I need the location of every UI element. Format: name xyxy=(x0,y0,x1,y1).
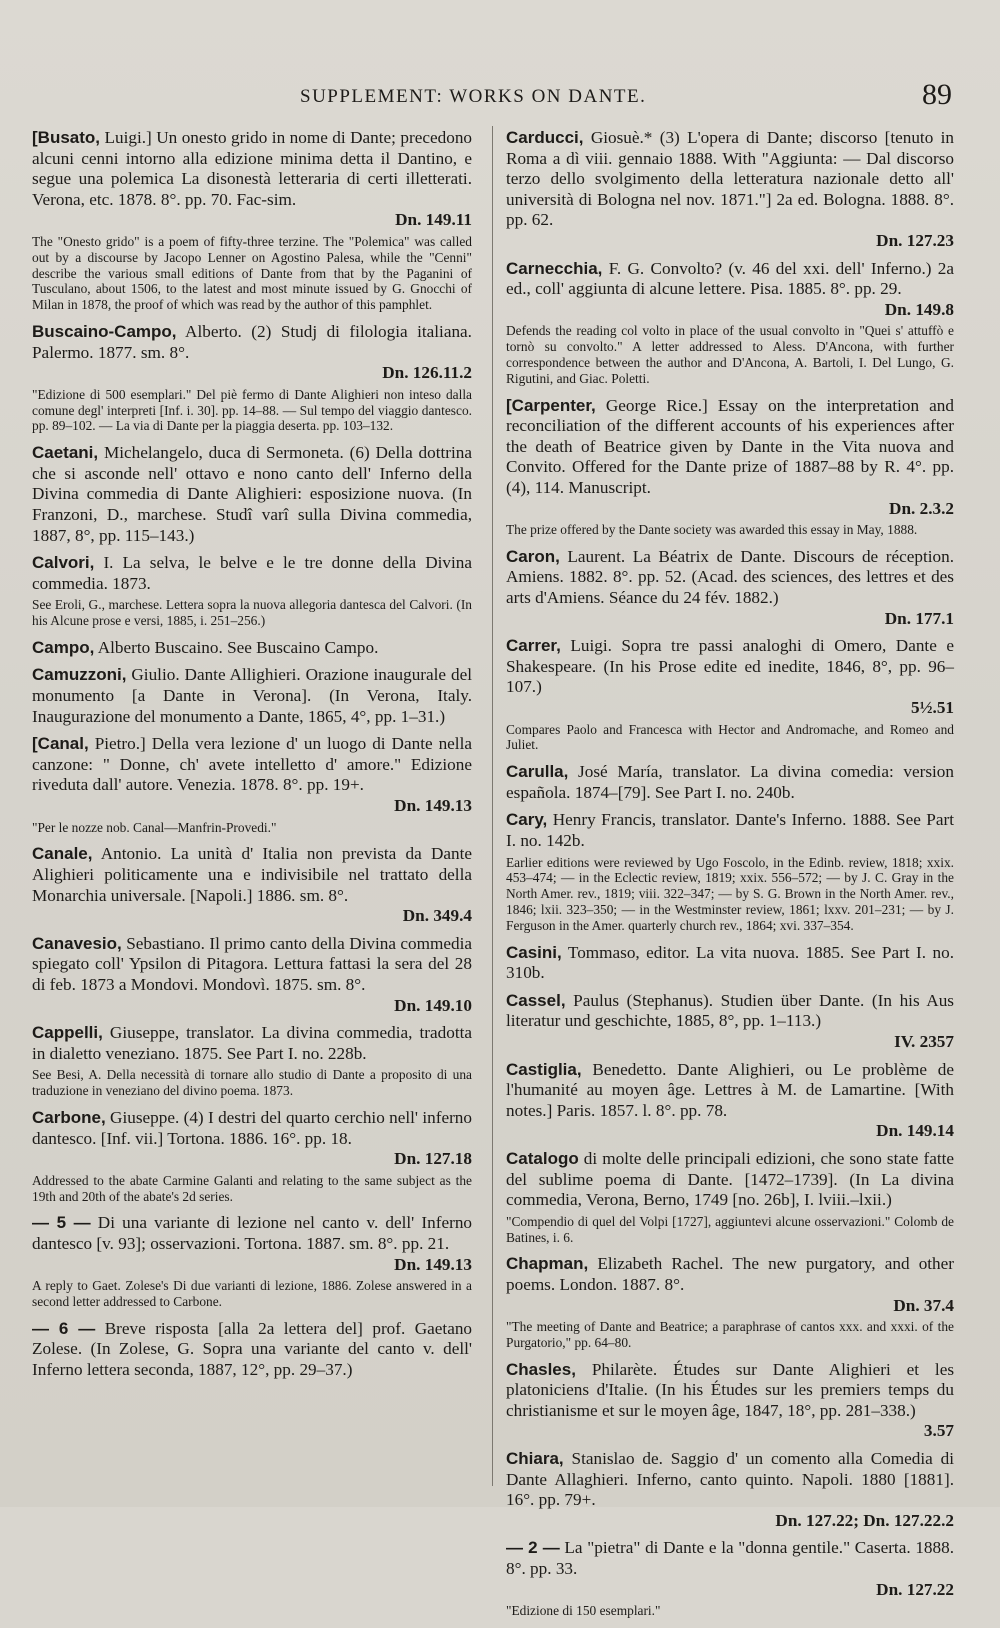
entry-note: See Besi, A. Della necessità di tornare allo studio di Dante a proposito di una traduzione in veneziano del divino poema. 1873. xyxy=(32,1067,472,1099)
entry-body xyxy=(32,734,472,816)
entry-text: Antonio. La unità d' Italia non prevista da Dante Alighieri politicamente una e indivisibile nel trattato della Monarchia universale. [Napoli.] 1886. sm. 8°. xyxy=(32,844,472,905)
bibliography-entry xyxy=(32,1108,472,1204)
entry-heading: Cappelli, xyxy=(32,1023,103,1043)
entry-body xyxy=(506,636,954,718)
entry-text: José María, translator. La divina comedia: version española. 1874–[79]. See Part I. no. 240b. xyxy=(506,762,954,802)
bibliography-entry xyxy=(506,636,954,753)
entry-heading: Chiara, xyxy=(506,1449,564,1469)
bibliography-entry xyxy=(506,1538,954,1619)
entry-text: Pietro.] Della vera lezione d' un luogo di Dante nella canzone: " Donne, ch' avete intelletto d' amore." Edizione riveduta dall' autore. Venezia. 1878. 8°. pp. 19+. xyxy=(32,734,472,795)
entry-text: I. La selva, le belve e le tre donne della Divina commedia. 1873. xyxy=(32,553,473,593)
entry-body xyxy=(506,991,954,1053)
bibliography-entry xyxy=(506,1360,954,1442)
bibliography-entry xyxy=(32,1023,472,1099)
entry-text: Tommaso, editor. La vita nuova. 1885. See Part I. no. 310b. xyxy=(506,942,954,983)
bibliography-entry xyxy=(32,934,472,1016)
entry-body xyxy=(32,844,472,926)
bibliography-entry xyxy=(32,322,472,434)
entry-heading: Chapman, xyxy=(506,1254,589,1274)
shelf-mark: Dn. 127.23 xyxy=(876,230,954,250)
bibliography-entry xyxy=(506,128,954,252)
entry-note: Earlier editions were reviewed by Ugo Foscolo, in the Edinb. review, 1818; xxix. 453–474; — in the Eclectic review, 1819; xxix. 556–572; — by J. C. Gray in the North Amer. rev., 1819; viii. 322–347; — by S. G. Brown in the North Amer. rev., 1846; lxii. 323–350; — in the Westminster review, 1861; lxxv. 201–231; — by J. Ferguson in the Amer. quarterly church rev., 1864; xvi. 337–354. xyxy=(506,854,954,933)
entry-text: Elizabeth Rachel. The new purgatory, and other poems. London. 1887. 8°. xyxy=(506,1254,955,1294)
entry-body xyxy=(32,128,472,231)
bibliography-entry xyxy=(32,128,472,313)
bibliography-entry xyxy=(506,1060,954,1142)
column-divider xyxy=(492,126,493,1486)
bibliography-entry xyxy=(506,547,954,629)
bibliography-entry xyxy=(32,1213,472,1309)
entry-heading: Calvori, xyxy=(32,553,95,573)
entry-text: Breve risposta [alla 2a lettera del] prof. Gaetano Zolese. (In Zolese, G. Sopra una variante del canto v. dell' Inferno lettera seconda, 1887, 12°, pp. 29–37.) xyxy=(32,1318,473,1379)
bibliography-entry xyxy=(506,943,954,984)
entry-note: Addressed to the abate Carmine Galanti and relating to the same subject as the 19th and 20th of the abate's 2d series. xyxy=(32,1172,472,1204)
shelf-mark: Dn. 349.4 xyxy=(402,906,472,926)
bibliography-entry xyxy=(32,443,472,546)
entry-body xyxy=(32,934,472,1016)
entry-text: Paulus (Stephanus). Studien über Dante. (In his Aus literatur und geschichte, 1885, 8°, pp. 1–113.) xyxy=(506,990,954,1031)
shelf-mark: Dn. 127.18 xyxy=(394,1149,472,1169)
entry-heading: — 2 — xyxy=(506,1538,560,1558)
entry-heading: Carnecchia, xyxy=(506,258,603,278)
entry-heading: Casini, xyxy=(506,942,562,962)
bibliography-entry xyxy=(506,1149,954,1245)
entry-heading: [Canal, xyxy=(32,734,89,754)
entry-text: F. G. Convolto? (v. 46 del xxi. dell' Inferno.) 2a ed., coll' aggiunta di alcune lettere. Pisa. 1885. 8°. pp. 29. xyxy=(506,258,955,299)
entry-note: "Compendio di quel del Volpi [1727], aggiuntevi alcune osservazioni." Colomb de Batines, i. 6. xyxy=(506,1213,954,1245)
bibliography-entry xyxy=(506,1449,954,1531)
entry-body xyxy=(506,943,954,984)
entry-note: "Edizione di 500 esemplari." Del piè fermo di Dante Alighieri non inteso dalla comune degl' interpreti [Inf. i. 30]. pp. 14–88. — Sul tempo del viaggio dantesco. pp. 89–102. — La via di Dante per la piaggia deserta. pp. 103–132. xyxy=(32,386,472,434)
entry-body xyxy=(506,762,954,803)
shelf-mark: Dn. 149.13 xyxy=(394,796,472,816)
shelf-mark: 5½.51 xyxy=(911,698,954,718)
entry-note: The prize offered by the Dante society was awarded this essay in May, 1888. xyxy=(506,522,918,538)
entry-text: George Rice.] Essay on the interpretation and reconciliation of the different accounts of his experiences after the death of Beatrice given by Dante in the Vita nuova and Convito. Offered for the Dante prize of 1887–88 by R. 4°. pp. (4), 114. Manuscript. xyxy=(506,395,954,497)
entry-text: Luigi. Sopra tre passi analoghi di Omero, Dante e Shakespeare. (In his Prose edite ed inedite, 1846, 8°, pp. 96–107.) xyxy=(506,636,954,697)
entry-heading: Caron, xyxy=(506,546,560,566)
entry-body xyxy=(32,443,472,546)
shelf-mark: Dn. 149.10 xyxy=(394,995,472,1015)
entry-heading: Caetani, xyxy=(32,443,99,463)
entry-note: The "Onesto grido" is a poem of fifty-three terzine. The "Polemica" was called out by a discourse by Jacopo Lenner on Agostino Palesa, while the "Cenni" describe the various small editions of Dante from that by the Paganini of Tusculano, about 1506, to the latest and most minute issued by G. Gnocchi of Milan in 1878, the proof of which was read by the author of this pamphlet. xyxy=(32,233,472,313)
entry-text: Stanislao de. Saggio d' un comento alla Comedia di Dante Allaghieri. Inferno, canto quinto. Napoli. 1880 [1881]. 16°. pp. 79+. xyxy=(506,1449,955,1510)
bibliography-entry xyxy=(506,810,954,933)
shelf-mark: Dn. 149.8 xyxy=(884,299,954,319)
entry-note: Compares Paolo and Francesca with Hector and Andromache, and Romeo and Juliet. xyxy=(506,721,954,753)
running-title: SUPPLEMENT: WORKS ON DANTE. xyxy=(300,86,647,107)
bibliography-entry xyxy=(506,396,954,538)
entry-text: Alberto. (2) Studj di filologia italiana. Palermo. 1877. sm. 8°. xyxy=(32,321,472,362)
entry-note: "The meeting of Dante and Beatrice; a paraphrase of cantos xxx. and xxxi. of the Purgatorio," pp. 64–80. xyxy=(506,1319,954,1350)
bibliography-entry xyxy=(506,1254,954,1350)
shelf-mark: Dn. 149.13 xyxy=(394,1254,472,1274)
entry-heading: Carrer, xyxy=(506,636,561,656)
entry-body xyxy=(506,259,954,321)
bibliography-entry xyxy=(32,665,472,727)
entry-heading: Carducci, xyxy=(506,128,584,147)
entry-body xyxy=(506,1254,954,1316)
shelf-mark: Dn. 177.1 xyxy=(884,608,954,628)
bibliography-entry xyxy=(32,844,472,926)
entry-text: Michelangelo, duca di Sermoneta. (6) Della dottrina che si asconde nell' ottavo e nono canto dell' Inferno della Divina commedia di Dante Alighieri: esposizione nuova. (In Franzoni, D., marchese. Studî varî sulla Divina commedia, 1887, 8°, pp. 115–143.) xyxy=(32,443,472,545)
bibliography-entry xyxy=(32,638,472,659)
entry-text: Giuseppe, translator. La divina commedia, tradotta in dialetto veneziano. 1875. See Part I. no. 228b. xyxy=(32,1023,473,1063)
bibliography-entry xyxy=(32,553,472,629)
bibliography-entry xyxy=(32,734,472,835)
entry-heading: Buscaino-Campo, xyxy=(32,321,177,341)
entry-body xyxy=(506,547,954,629)
page-number: 89 xyxy=(922,78,952,111)
entry-body xyxy=(506,396,954,520)
entry-text: di molte delle principali edizioni, che sono state fatte del sublime poema di Dante. [1472–1739]. (In La divina commedia, Verona, Berno, 1749 [no. 26b], I. lviii.–lxii.) xyxy=(506,1148,954,1210)
entry-heading: — 6 — xyxy=(32,1318,96,1338)
bibliography-entry xyxy=(506,259,954,387)
entry-text: Giulio. Dante Allighieri. Orazione inaugurale del monumento [a Dante in Verona]. (In Verona, Italy. Inaugurazione del monumento a Dante, 1865, 4°, pp. 1–31.) xyxy=(32,665,472,726)
shelf-mark: Dn. 149.14 xyxy=(876,1121,954,1141)
bibliography-entry xyxy=(506,762,954,803)
entry-body xyxy=(506,1149,954,1211)
bibliography-entry xyxy=(32,1319,472,1381)
entry-body xyxy=(506,1449,954,1531)
entry-text: Philarète. Études sur Dante Alighieri et les platoniciens d'Italie. (In his Études sur les premiers temps du christianisme et sur le moyen âge, 1847, 18°, pp. 281–338.) xyxy=(506,1359,955,1420)
shelf-mark: 3.57 xyxy=(923,1421,954,1441)
entry-note: See Eroli, G., marchese. Lettera sopra la nuova allegoria dantesca del Calvori. (In his Alcune prose e versi, 1885, i. 251–256.) xyxy=(32,597,472,629)
page-header xyxy=(0,78,1000,124)
entry-heading: Castiglia, xyxy=(506,1059,582,1079)
entry-heading: Canale, xyxy=(32,844,93,864)
entry-note: "Per le nozze nob. Canal—Manfrin-Provedi." xyxy=(32,819,277,835)
entry-heading: Catalogo xyxy=(506,1148,579,1168)
bibliography-entry xyxy=(506,991,954,1053)
entry-body xyxy=(506,1360,954,1442)
entry-text: Luigi.] Un onesto grido in nome di Dante; precedono alcuni cenni intorno alla edizione minima detta il Dantino, e segue una polemica La disonestà letteraria di certi illetterati. Verona, etc. 1878. 8°. pp. 70. Fac-sim. xyxy=(32,128,473,209)
shelf-mark: Dn. 37.4 xyxy=(893,1295,954,1315)
entry-text: Henry Francis, translator. Dante's Inferno. 1888. See Part I. no. 142b. xyxy=(506,810,954,851)
entry-body xyxy=(32,1108,472,1170)
entry-heading: Camuzzoni, xyxy=(32,665,127,685)
entry-heading: Chasles, xyxy=(506,1359,576,1379)
entry-text: Benedetto. Dante Alighieri, ou Le problème de l'humanité au moyen âge. Lettres à M. de Lamartine. [With notes.] Paris. 1857. l. 8°. pp. 78. xyxy=(506,1059,954,1120)
entry-heading: Cassel, xyxy=(506,990,566,1010)
entry-body xyxy=(506,128,954,252)
entry-heading: [Busato, xyxy=(32,128,100,147)
entry-heading: — 5 — xyxy=(32,1213,91,1233)
entry-note: A reply to Gaet. Zolese's Di due varianti di lezione, 1886. Zolese answered in a second letter addressed to Carbone. xyxy=(32,1278,472,1309)
shelf-mark: Dn. 2.3.2 xyxy=(889,498,954,518)
entry-body xyxy=(32,1319,472,1381)
entry-heading: Canavesio, xyxy=(32,933,122,953)
entry-heading: Carbone, xyxy=(32,1107,106,1127)
entry-body xyxy=(506,1060,954,1142)
entry-body xyxy=(32,553,472,594)
entry-heading: Cary, xyxy=(506,810,548,830)
entry-note: Defends the reading col volto in place of the usual convolto in "Quei s' attuffò e tornò su convolto." A letter addressed to Aless. D'Ancona, with further correspondence between the author and D'Ancona, A. Bartoli, I. Del Lungo, G. Rigutini, and Giac. Poletti. xyxy=(506,323,954,386)
entry-text: Di una variante di lezione nel canto v. dell' Inferno dantesco [v. 93]; osservazioni. Tortona. 1887. sm. 8°. pp. 21. xyxy=(32,1213,473,1253)
entry-body xyxy=(32,638,472,659)
entry-text: Sebastiano. Il primo canto della Divina commedia spiegato coll' Ypsilon di Pitagora. Lettura fattasi la sera del 28 di feb. 1873 a Mondovi. Mondovì. 1875. sm. 8°. xyxy=(32,933,472,994)
entry-text: Giosuè.* (3) L'opera di Dante; discorso [tenuto in Roma a dì viii. gennaio 1888. With "Aggiunta: — Dal discorso terzo dello svolgimento della letteratura nazionale detto all' università di Bologna nel nov. 1871."] 2a ed. Bologna. 1888. 8°. pp. 62. xyxy=(506,128,954,230)
entry-text: Alberto Buscaino. See Buscaino Campo. xyxy=(97,637,379,657)
entry-body xyxy=(32,322,472,384)
entry-note: "Edizione di 150 esemplari." xyxy=(506,1603,661,1619)
left-column xyxy=(32,128,472,1387)
shelf-mark: Dn. 127.22; Dn. 127.22.2 xyxy=(775,1510,954,1530)
entry-heading: [Carpenter, xyxy=(506,395,596,415)
shelf-mark: Dn. 127.22 xyxy=(876,1579,954,1599)
entry-body xyxy=(506,810,954,851)
entry-text: La "pietra" di Dante e la "donna gentile." Caserta. 1888. 8°. pp. 33. xyxy=(506,1538,954,1579)
shelf-mark: IV. 2357 xyxy=(894,1031,954,1051)
entry-heading: Campo, xyxy=(32,637,95,657)
entry-body xyxy=(32,665,472,727)
shelf-mark: Dn. 149.11 xyxy=(395,210,472,230)
entry-body xyxy=(32,1023,472,1064)
entry-body xyxy=(506,1538,954,1600)
entry-body xyxy=(32,1213,472,1275)
right-column xyxy=(506,128,954,1628)
shelf-mark: Dn. 126.11.2 xyxy=(382,363,472,383)
entry-text: Giuseppe. (4) I destri del quarto cerchio nell' inferno dantesco. [Inf. vii.] Tortona. 1886. 16°. pp. 18. xyxy=(32,1107,472,1148)
entry-heading: Carulla, xyxy=(506,762,569,782)
entry-text: Laurent. La Béatrix de Dante. Discours de réception. Amiens. 1882. 8°. pp. 52. (Acad. des sciences, des lettres et des arts d'Amiens. Séance du 24 fév. 1882.) xyxy=(506,546,954,608)
